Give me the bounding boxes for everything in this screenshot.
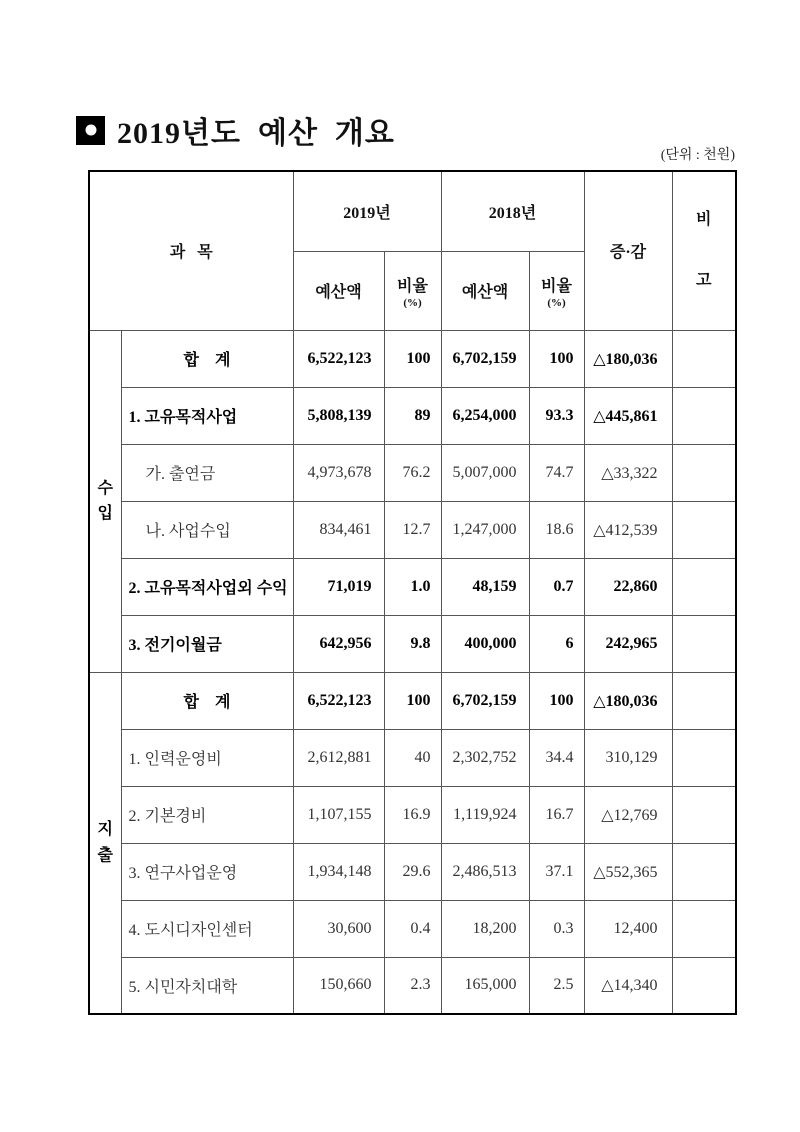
- header-row-1: [89, 171, 736, 251]
- header-diff: 증·감: [584, 171, 672, 330]
- note-cell: [672, 957, 736, 1014]
- amount-2018: 165,000: [441, 957, 529, 1014]
- row-label: 3. 전기이월금: [121, 615, 293, 672]
- row-label: 5. 시민자치대학: [121, 957, 293, 1014]
- header-year-2018: 2018년: [441, 171, 584, 251]
- page-title: 2019년도 예산 개요: [117, 117, 395, 150]
- diff-value: 22,860: [584, 558, 672, 615]
- row-label: 2. 기본경비: [121, 786, 293, 843]
- section-label-income: 수 입: [89, 330, 121, 672]
- header-ratio-2018: 비율 (%): [529, 251, 584, 330]
- diff-value: 12,400: [584, 900, 672, 957]
- row-label: 합 계: [121, 330, 293, 387]
- ratio-2019: 2.3: [384, 957, 441, 1014]
- table-row: [89, 729, 736, 786]
- note-cell: [672, 501, 736, 558]
- diff-value: △445,861: [584, 387, 672, 444]
- row-label: 나. 사업수입: [121, 501, 293, 558]
- budget-table: [88, 170, 737, 1015]
- table-row: [89, 558, 736, 615]
- ratio-2019: 89: [384, 387, 441, 444]
- ratio-2018: 34.4: [529, 729, 584, 786]
- amount-2018: 6,254,000: [441, 387, 529, 444]
- diff-value: 242,965: [584, 615, 672, 672]
- note-cell: [672, 558, 736, 615]
- diff-value: △180,036: [584, 330, 672, 387]
- ratio-2019: 40: [384, 729, 441, 786]
- diff-value: △33,322: [584, 444, 672, 501]
- amount-2018: 5,007,000: [441, 444, 529, 501]
- unit-note: (단위 : 천원): [660, 148, 735, 163]
- diff-value: △412,539: [584, 501, 672, 558]
- ratio-2018: 6: [529, 615, 584, 672]
- ratio-2019: 100: [384, 672, 441, 729]
- row-label: 2. 고유목적사업외 수익: [121, 558, 293, 615]
- amount-2019: 5,808,139: [293, 387, 384, 444]
- ratio-2018: 0.3: [529, 900, 584, 957]
- amount-2019: 4,973,678: [293, 444, 384, 501]
- ratio-2019: 29.6: [384, 843, 441, 900]
- header-amount-2019: 예산액: [293, 251, 384, 330]
- ratio-2018: 74.7: [529, 444, 584, 501]
- amount-2019: 150,660: [293, 957, 384, 1014]
- ratio-2019: 76.2: [384, 444, 441, 501]
- note-cell: [672, 786, 736, 843]
- ratio-2019: 16.9: [384, 786, 441, 843]
- amount-2019: 834,461: [293, 501, 384, 558]
- header-year-2019: 2019년: [293, 171, 441, 251]
- ratio-2018: 16.7: [529, 786, 584, 843]
- note-cell: [672, 672, 736, 729]
- amount-2018: 48,159: [441, 558, 529, 615]
- diff-value: △14,340: [584, 957, 672, 1014]
- header-amount-2018: 예산액: [441, 251, 529, 330]
- note-cell: [672, 387, 736, 444]
- ratio-2019: 1.0: [384, 558, 441, 615]
- amount-2018: 2,486,513: [441, 843, 529, 900]
- amount-2019: 2,612,881: [293, 729, 384, 786]
- row-label: 1. 고유목적사업: [121, 387, 293, 444]
- note-cell: [672, 615, 736, 672]
- row-label: 합 계: [121, 672, 293, 729]
- row-label: 가. 출연금: [121, 444, 293, 501]
- note-cell: [672, 900, 736, 957]
- note-cell: [672, 843, 736, 900]
- amount-2018: 2,302,752: [441, 729, 529, 786]
- note-cell: [672, 444, 736, 501]
- table-row: [89, 615, 736, 672]
- ratio-2018: 100: [529, 672, 584, 729]
- ratio-2019: 9.8: [384, 615, 441, 672]
- diff-value: 310,129: [584, 729, 672, 786]
- square-bullet-icon: [76, 116, 105, 145]
- amount-2019: 30,600: [293, 900, 384, 957]
- amount-2019: 6,522,123: [293, 330, 384, 387]
- amount-2018: 18,200: [441, 900, 529, 957]
- table-row: [89, 501, 736, 558]
- note-cell: [672, 729, 736, 786]
- amount-2019: 642,956: [293, 615, 384, 672]
- ratio-2018: 100: [529, 330, 584, 387]
- amount-2019: 6,522,123: [293, 672, 384, 729]
- ratio-2018: 37.1: [529, 843, 584, 900]
- row-label: 4. 도시디자인센터: [121, 900, 293, 957]
- header-ratio-2019: 비율 (%): [384, 251, 441, 330]
- ratio-2019: 100: [384, 330, 441, 387]
- ratio-2019: 0.4: [384, 900, 441, 957]
- table-row: [89, 786, 736, 843]
- diff-value: △552,365: [584, 843, 672, 900]
- amount-2018: 400,000: [441, 615, 529, 672]
- ratio-2018: 18.6: [529, 501, 584, 558]
- header-category: 과 목: [89, 171, 293, 330]
- amount-2019: 1,934,148: [293, 843, 384, 900]
- amount-2018: 1,247,000: [441, 501, 529, 558]
- table-row: [89, 843, 736, 900]
- table-row: [89, 900, 736, 957]
- section-label-expense: 지 출: [89, 672, 121, 1014]
- amount-2018: 6,702,159: [441, 330, 529, 387]
- amount-2018: 6,702,159: [441, 672, 529, 729]
- note-cell: [672, 330, 736, 387]
- ratio-2018: 0.7: [529, 558, 584, 615]
- diff-value: △180,036: [584, 672, 672, 729]
- amount-2018: 1,119,924: [441, 786, 529, 843]
- header-note: 비 고: [672, 171, 736, 330]
- diff-value: △12,769: [584, 786, 672, 843]
- amount-2019: 71,019: [293, 558, 384, 615]
- amount-2019: 1,107,155: [293, 786, 384, 843]
- table-row-expense-total: [89, 672, 736, 729]
- table-row: [89, 387, 736, 444]
- row-label: 3. 연구사업운영: [121, 843, 293, 900]
- table-row: [89, 444, 736, 501]
- table-row: [89, 957, 736, 1014]
- ratio-2019: 12.7: [384, 501, 441, 558]
- ratio-2018: 2.5: [529, 957, 584, 1014]
- table-row-income-total: [89, 330, 736, 387]
- ratio-2018: 93.3: [529, 387, 584, 444]
- row-label: 1. 인력운영비: [121, 729, 293, 786]
